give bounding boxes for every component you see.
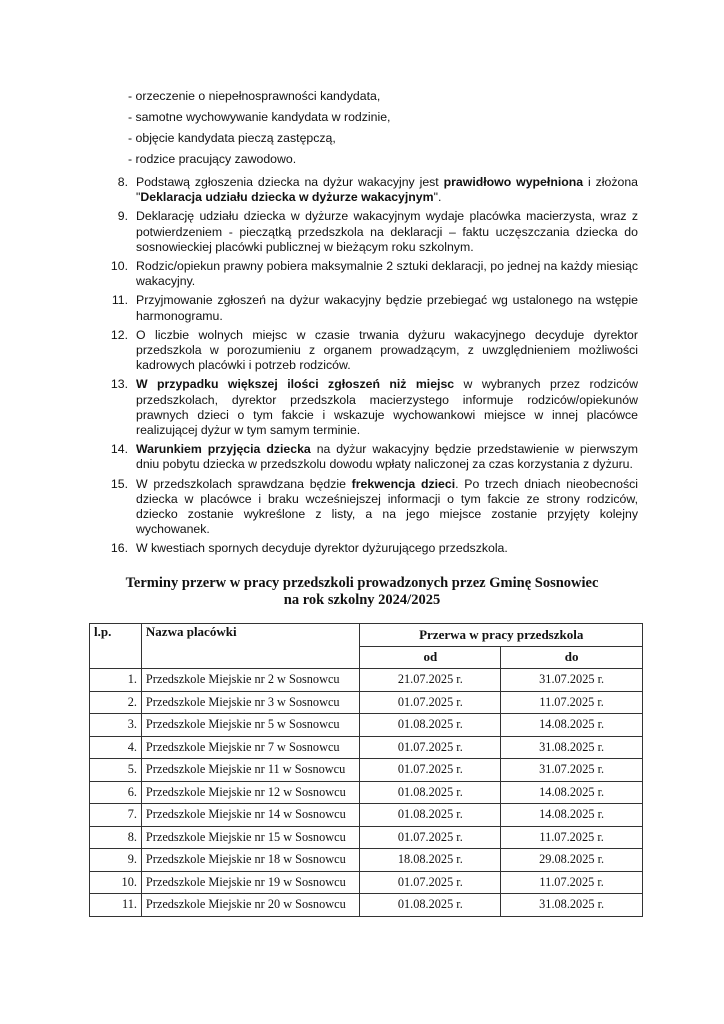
table-body	[90, 669, 643, 917]
row-to: 11.07.2025 r.	[501, 871, 643, 894]
section-title-line-1: Terminy przerw w pracy przedszkoli prowadzonych przez Gminę Sosnowiec	[125, 575, 599, 591]
row-number: 9.	[90, 849, 142, 872]
table-row	[90, 759, 643, 782]
table-row	[90, 736, 643, 759]
table-row	[90, 669, 643, 692]
row-name: Przedszkole Miejskie nr 7 w Sosnowcu	[141, 736, 360, 759]
row-name: Przedszkole Miejskie nr 20 w Sosnowcu	[141, 894, 360, 917]
row-number: 8.	[90, 826, 142, 849]
row-name: Przedszkole Miejskie nr 3 w Sosnowcu	[141, 691, 360, 714]
rule-14	[106, 442, 638, 472]
table-row	[90, 691, 643, 714]
rule-number: 12.	[110, 327, 128, 342]
header-break: Przerwa w pracy przedszkola	[360, 624, 643, 647]
rule-emphasis: Deklaracja udziału dziecka w dyżurze wakacyjnym	[140, 190, 434, 205]
rule-number: 11.	[111, 293, 128, 308]
rule-number: 16.	[110, 541, 128, 556]
row-to: 31.08.2025 r.	[501, 736, 643, 759]
rule-text: Rodzic/opiekun prawny pobiera maksymalnie 2 sztuki deklaracji, po jednej na każdy miesiąc wakacyjny.	[136, 259, 638, 289]
rule-emphasis: frekwencja dzieci	[351, 476, 456, 491]
row-from: 21.07.2025 r.	[360, 669, 501, 692]
row-from: 01.08.2025 r.	[360, 714, 501, 737]
row-name: Przedszkole Miejskie nr 12 w Sosnowcu	[141, 781, 360, 804]
rule-number: 9.	[117, 209, 128, 224]
row-to: 14.08.2025 r.	[501, 804, 643, 827]
rules-list	[106, 175, 638, 561]
rule-9	[106, 209, 638, 255]
rule-text-part: Podstawą zgłoszenia dziecka na dyżur wakacyjny jest	[136, 175, 444, 189]
rule-15	[106, 477, 638, 538]
rule-text	[128, 175, 638, 205]
row-number: 11.	[90, 894, 142, 917]
row-number: 10.	[90, 871, 142, 894]
criteria-item: - objęcie kandydata pieczą zastępczą,	[128, 131, 336, 145]
row-name: Przedszkole Miejskie nr 19 w Sosnowcu	[141, 871, 360, 894]
row-from: 01.08.2025 r.	[360, 804, 501, 827]
row-number: 7.	[90, 804, 142, 827]
rule-12	[106, 328, 638, 374]
rule-text-part: W przedszkolach sprawdzana będzie	[136, 476, 352, 491]
row-number: 5.	[90, 759, 142, 782]
rule-text: Deklarację udziału dziecka w dyżurze wakacyjnym wydaje placówka macierzysta, wraz z potwierdzeniem - pieczątką przedszkola na deklaracji – faktu uczęszczania dziecka do sosnowieckiej placówki publicznej w bieżącym roku szkolnym.	[136, 209, 638, 254]
rule-11	[106, 293, 638, 323]
row-to: 31.07.2025 r.	[501, 669, 643, 692]
row-to: 14.08.2025 r.	[501, 781, 643, 804]
row-number: 2.	[90, 691, 142, 714]
header-name: Nazwa placówki	[141, 624, 360, 669]
rule-emphasis: W przypadku większej ilości zgłoszeń niż miejsc	[136, 377, 455, 392]
table-row	[90, 714, 643, 737]
rule-number: 8.	[117, 175, 128, 189]
row-to: 11.07.2025 r.	[501, 826, 643, 849]
row-from: 01.07.2025 r.	[360, 759, 501, 782]
rule-10	[106, 259, 638, 289]
table-row	[90, 871, 643, 894]
section-title-line-2: na rok szkolny 2024/2025	[283, 592, 441, 608]
criteria-item: - samotne wychowywanie kandydata w rodzinie,	[128, 110, 391, 124]
rule-text	[128, 477, 638, 538]
table-row	[90, 781, 643, 804]
table-row	[90, 894, 643, 917]
row-name: Przedszkole Miejskie nr 15 w Sosnowcu	[141, 826, 360, 849]
row-number: 1.	[90, 669, 142, 692]
row-number: 4.	[90, 736, 142, 759]
row-number: 3.	[90, 714, 142, 737]
rule-text: O liczbie wolnych miejsc w czasie trwania dyżuru wakacyjnego decyduje dyrektor przedszkola w porozumieniu z organem prowadzącym, z uwzględnieniem możliwości kadrowych placówki i potrzeb rodziców.	[136, 327, 638, 373]
rule-number: 14.	[110, 442, 128, 457]
row-number: 6.	[90, 781, 142, 804]
row-from: 01.08.2025 r.	[360, 894, 501, 917]
rule-number: 15.	[110, 476, 128, 491]
criteria-list	[128, 86, 648, 170]
rule-text-part: i złożona "	[136, 175, 638, 205]
row-from: 01.07.2025 r.	[360, 826, 501, 849]
row-from: 18.08.2025 r.	[360, 849, 501, 872]
rule-text-part: w wybranych przez rodziców przedszkolach, dyrektor przedszkola macierzystego informuje rodziców/opiekunów prawnych dzieci o tym fakcie i wskazuje wychowankowi miejsce w innej placówce realizującej dyżur w tym samym terminie.	[136, 377, 638, 438]
row-name: Przedszkole Miejskie nr 5 w Sosnowcu	[141, 714, 360, 737]
rule-emphasis: prawidłowo wypełniona	[443, 175, 584, 189]
rule-text	[128, 377, 638, 438]
header-lp: l.p.	[90, 624, 142, 669]
row-to: 29.08.2025 r.	[501, 849, 643, 872]
table-row	[90, 826, 643, 849]
rule-text: W kwestiach spornych decyduje dyrektor dyżurującego przedszkola.	[136, 541, 508, 556]
rule-text: Przyjmowanie zgłoszeń na dyżur wakacyjny będzie przebiegać wg ustalonego na wstępie harmonogramu.	[136, 293, 638, 323]
header-to: do	[501, 646, 643, 669]
criteria-item: - orzeczenie o niepełnosprawności kandydata,	[128, 89, 381, 103]
table-header-row	[90, 624, 643, 647]
row-name: Przedszkole Miejskie nr 14 w Sosnowcu	[141, 804, 360, 827]
table-row	[90, 849, 643, 872]
row-from: 01.07.2025 r.	[360, 871, 501, 894]
rule-emphasis: Warunkiem przyjęcia dziecka	[136, 442, 311, 457]
row-name: Przedszkole Miejskie nr 18 w Sosnowcu	[141, 849, 360, 872]
row-name: Przedszkole Miejskie nr 2 w Sosnowcu	[141, 669, 360, 692]
row-to: 14.08.2025 r.	[501, 714, 643, 737]
rule-text	[128, 442, 638, 472]
row-to: 11.07.2025 r.	[501, 691, 643, 714]
row-to: 31.08.2025 r.	[501, 894, 643, 917]
rule-number: 13.	[110, 377, 128, 392]
rule-13	[106, 377, 638, 438]
rule-8	[106, 175, 638, 205]
row-name: Przedszkole Miejskie nr 11 w Sosnowcu	[141, 759, 360, 782]
rule-16	[106, 541, 638, 556]
row-from: 01.07.2025 r.	[360, 691, 501, 714]
closures-table	[89, 623, 643, 917]
table-row	[90, 804, 643, 827]
rule-text-part: . Po trzech dniach nieobecności dziecka w placówce i braku wcześniejszej informacji o tym fakcie ze strony rodziców, dziecko zostanie wykreślone z listy, a na jego miejsce zostanie przyjęty kolejny wychowanek.	[136, 476, 638, 537]
row-from: 01.07.2025 r.	[360, 736, 501, 759]
rule-text-part: ".	[433, 190, 442, 205]
row-to: 31.07.2025 r.	[501, 759, 643, 782]
rule-text-part: na dyżur wakacyjny będzie przedstawienie w pierwszym dniu pobytu dziecka w przedszkolu dowodu wpłaty naliczonej za czas korzystania z dyżuru.	[136, 442, 638, 472]
rule-number: 10.	[110, 259, 128, 274]
row-from: 01.08.2025 r.	[360, 781, 501, 804]
header-from: od	[360, 646, 501, 669]
criteria-item: - rodzice pracujący zawodowo.	[128, 152, 297, 166]
